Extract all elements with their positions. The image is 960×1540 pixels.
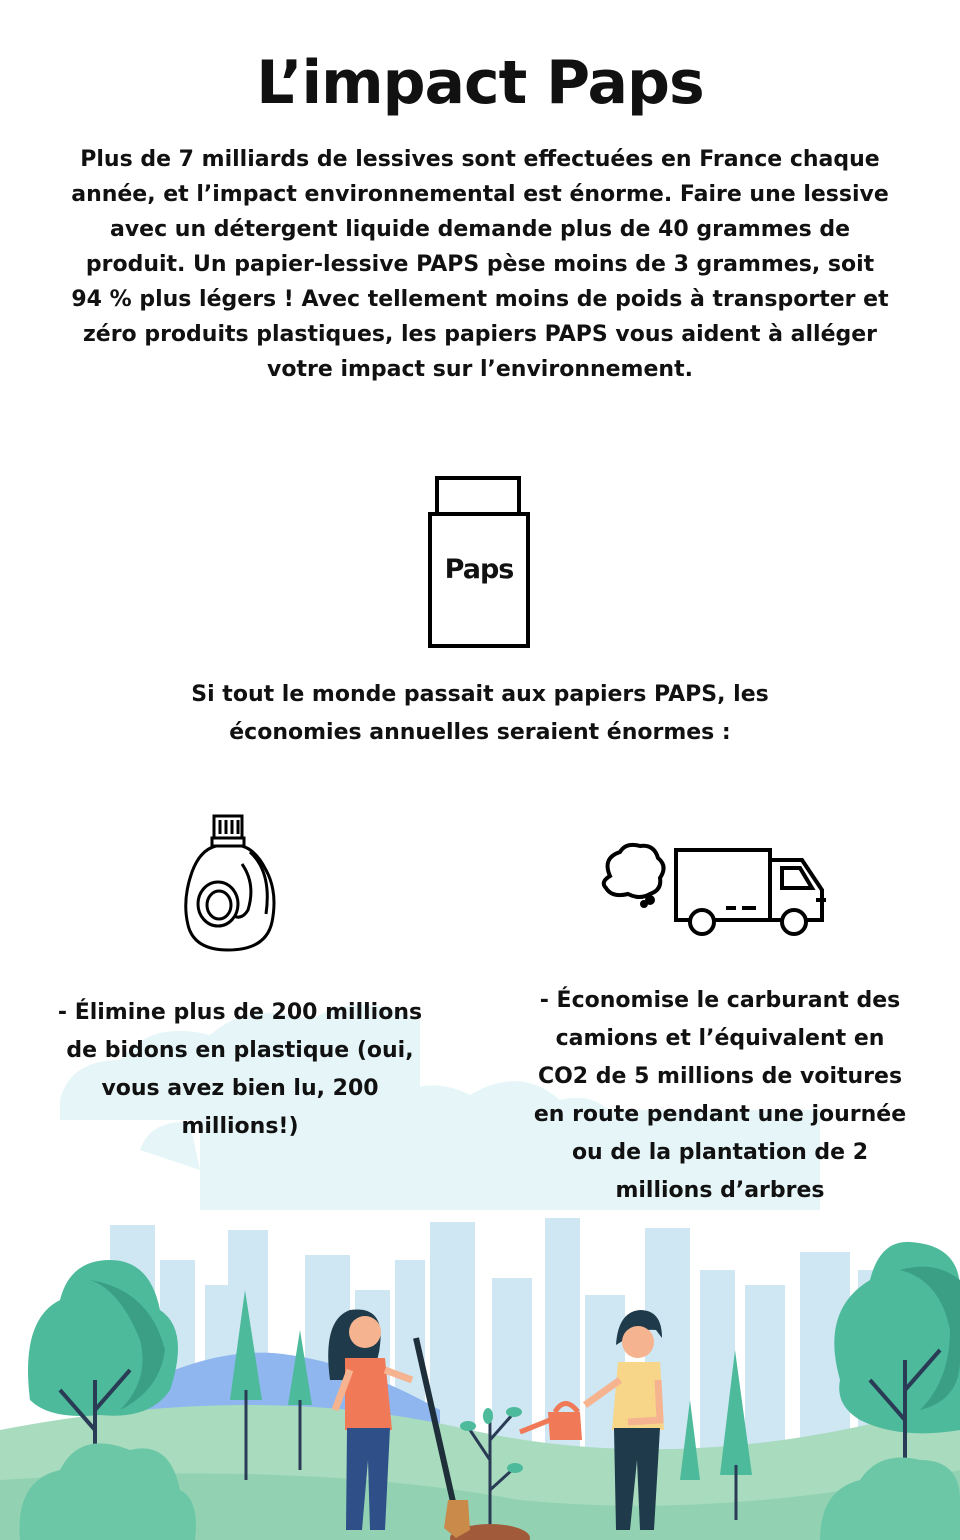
package-brand-label: Paps bbox=[444, 554, 514, 585]
benefit-text-transport: - Économise le carburant des camions et l’équivalent en CO2 de 5 millions de voitures en route pendant une journée ou de la plantation de 2 millions d’arbres bbox=[533, 988, 907, 1203]
paps-package-icon bbox=[426, 474, 532, 650]
intro-paragraph: Plus de 7 milliards de lessives sont effectuées en France chaque année, et l’impact environnemental est énorme. Faire une lessive avec un détergent liquide demande plus de 40 grammes de produit. Un papier-lessive PAPS pèse moins de 3 grammes, soit 94 % plus légers ! Avec tellement moins de poids à transporter et zéro produits plastiques, les papiers PAPS vous aident à alléger votre impact sur l’environnement. bbox=[71, 147, 889, 382]
detergent-bottle-icon bbox=[180, 810, 280, 956]
page-title: L’impact Paps bbox=[256, 48, 704, 118]
truck-exhaust-icon bbox=[596, 838, 832, 942]
benefit-text-plastic: - Élimine plus de 200 millions de bidons en plastique (oui, vous avez bien lu, 200 millions!) bbox=[57, 1000, 423, 1139]
lead-text: Si tout le monde passait aux papiers PAPS, les économies annuelles seraient énormes : bbox=[191, 682, 769, 745]
exhaust-cloud-icon bbox=[604, 845, 664, 897]
